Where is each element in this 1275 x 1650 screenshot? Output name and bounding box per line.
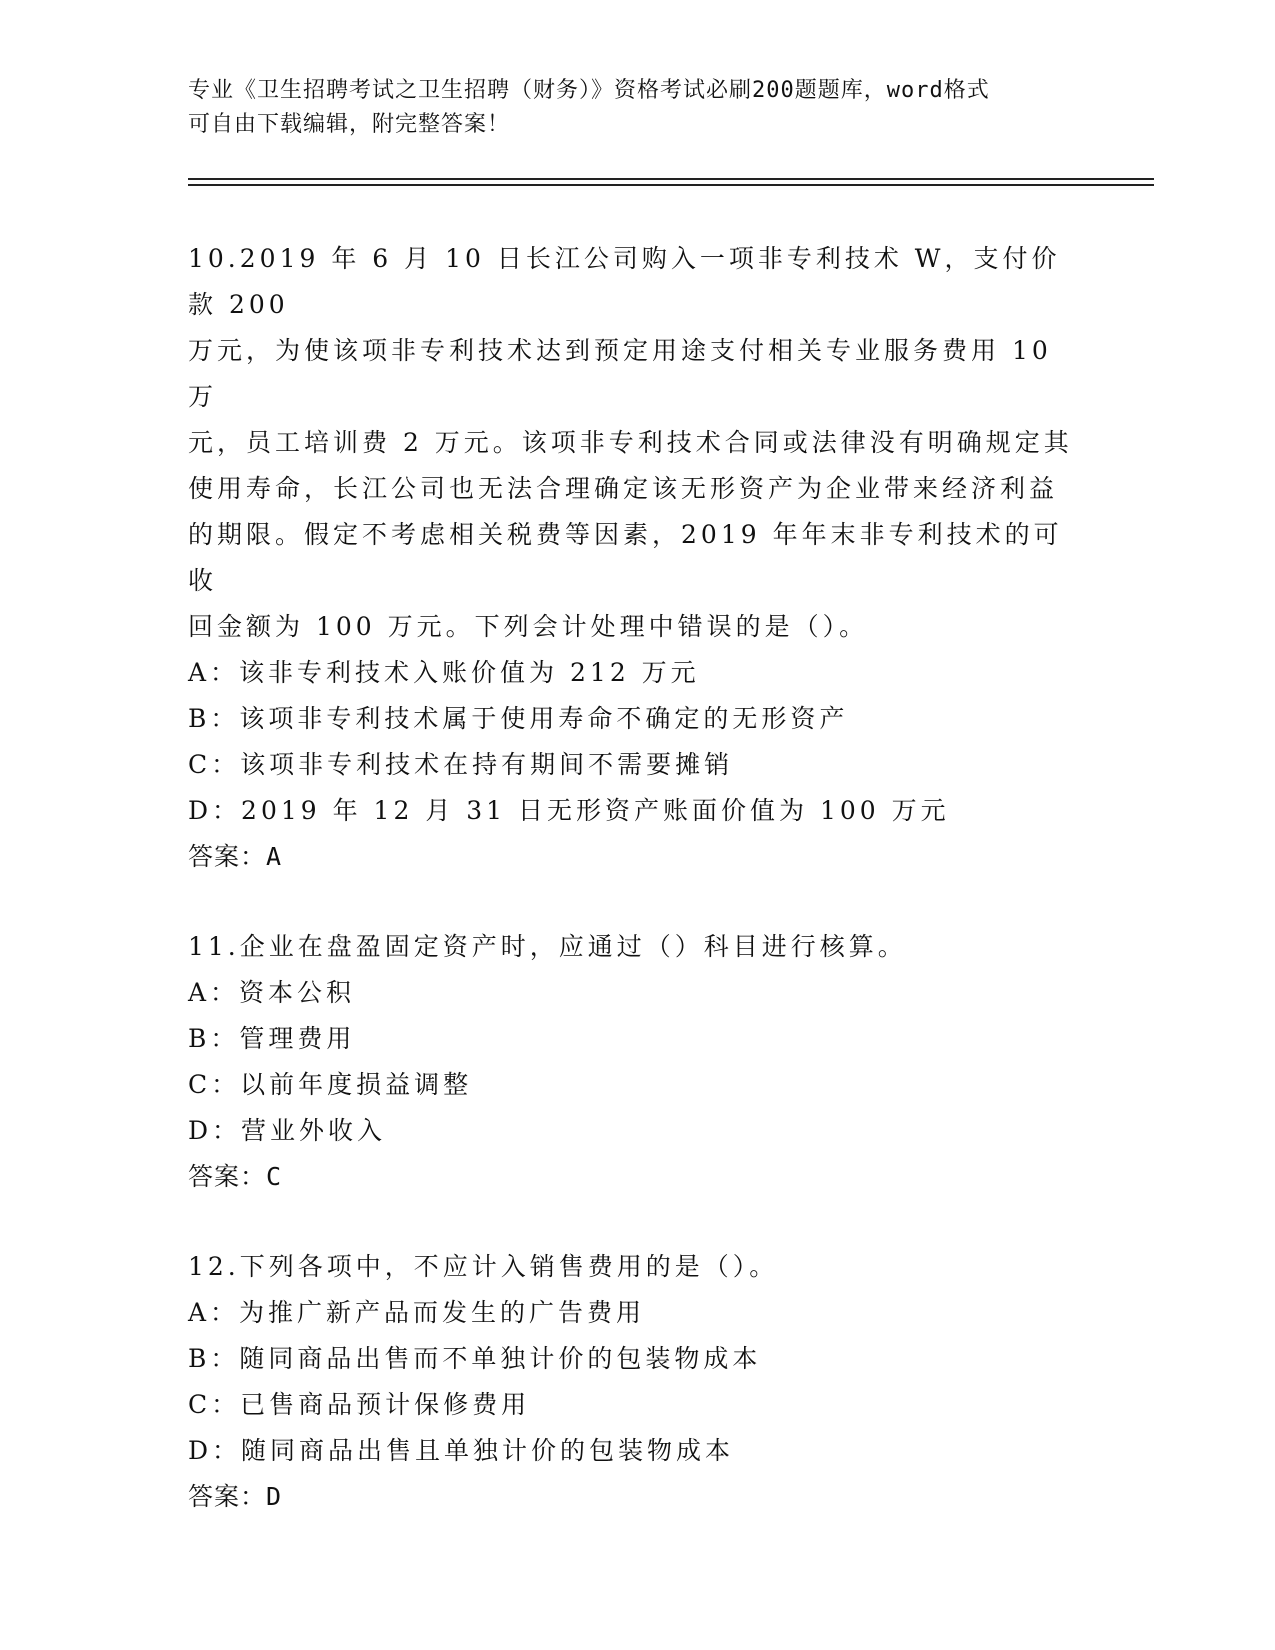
answer-value: D bbox=[266, 1482, 283, 1511]
header-divider-top bbox=[188, 178, 1154, 180]
header-divider-bottom bbox=[188, 184, 1154, 186]
option-c: C：以前年度损益调整 bbox=[188, 1070, 473, 1099]
option-d: D：2019 年 12 月 31 日无形资产账面价值为 100 万元 bbox=[188, 796, 950, 825]
option-b: B：随同商品出售而不单独计价的包装物成本 bbox=[188, 1344, 762, 1373]
question-stem-line: 10.2019 年 6 月 10 日长江公司购入一项非专利技术 W，支付价款 200 bbox=[188, 244, 1061, 319]
header-line-1: 专业《卫生招聘考试之卫生招聘（财务）》资格考试必刷200题题库，word格式 bbox=[188, 78, 990, 103]
answer-label: 答案： bbox=[188, 1162, 267, 1191]
option-d: D：营业外收入 bbox=[188, 1116, 387, 1145]
question-stem-line: 11.企业在盘盈固定资产时，应通过（）科目进行核算。 bbox=[188, 932, 907, 961]
question-stem-line: 的期限。假定不考虑相关税费等因素，2019 年年末非专利技术的可收 bbox=[188, 520, 1063, 595]
option-b: B：该项非专利技术属于使用寿命不确定的无形资产 bbox=[188, 704, 849, 733]
question-10 bbox=[188, 236, 1088, 880]
answer-line bbox=[188, 1154, 1088, 1200]
option-b: B：管理费用 bbox=[188, 1024, 356, 1053]
answer-line bbox=[188, 834, 1088, 880]
option-c: C：该项非专利技术在持有期间不需要摊销 bbox=[188, 750, 734, 779]
answer-label: 答案： bbox=[188, 1482, 267, 1511]
question-stem-line: 使用寿命，长江公司也无法合理确定该无形资产为企业带来经济利益 bbox=[188, 474, 1059, 503]
option-d: D：随同商品出售且单独计价的包装物成本 bbox=[188, 1436, 735, 1465]
option-c: C：已售商品预计保修费用 bbox=[188, 1390, 531, 1419]
question-stem-line: 回金额为 100 万元。下列会计处理中错误的是（）。 bbox=[188, 612, 869, 641]
question-stem-line: 12.下列各项中，不应计入销售费用的是（）。 bbox=[188, 1252, 779, 1281]
option-a: A：资本公积 bbox=[188, 978, 356, 1007]
option-a: A：该非专利技术入账价值为 212 万元 bbox=[188, 658, 700, 687]
question-list bbox=[188, 236, 1088, 1564]
answer-line bbox=[188, 1474, 1088, 1520]
answer-value: C bbox=[266, 1162, 283, 1191]
answer-label: 答案： bbox=[188, 842, 267, 871]
answer-value: A bbox=[266, 842, 283, 871]
option-a: A：为推广新产品而发生的广告费用 bbox=[188, 1298, 646, 1327]
document-header bbox=[188, 74, 1088, 142]
question-stem-line: 万元，为使该项非专利技术达到预定用途支付相关专业服务费用 10 万 bbox=[188, 336, 1064, 411]
question-11 bbox=[188, 924, 1088, 1200]
question-12 bbox=[188, 1244, 1088, 1520]
question-stem-line: 元，员工培训费 2 万元。该项非专利技术合同或法律没有明确规定其 bbox=[188, 428, 1073, 457]
header-line-2: 可自由下载编辑，附完整答案！ bbox=[188, 112, 511, 137]
